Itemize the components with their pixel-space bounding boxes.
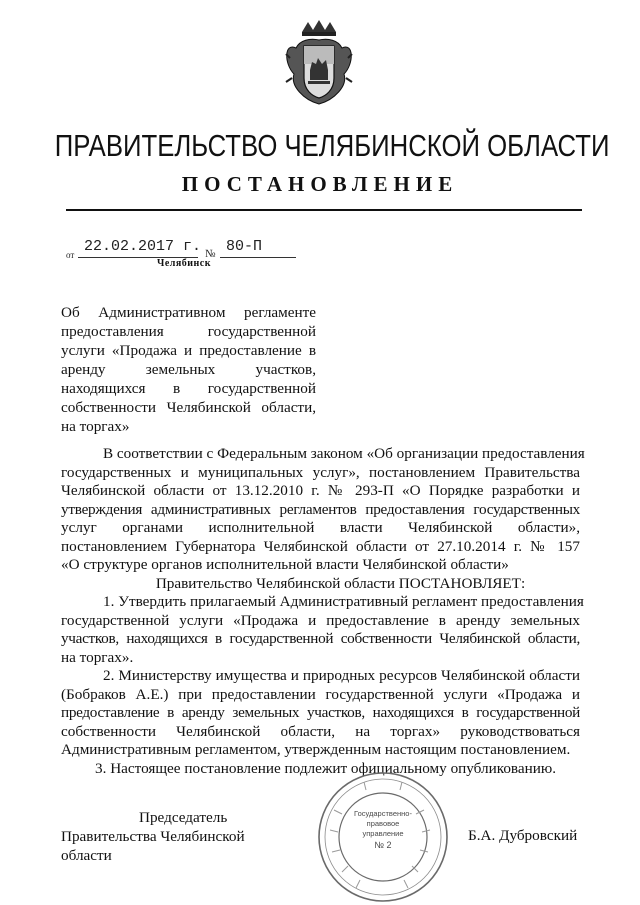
- number-prefix: №: [205, 248, 216, 260]
- document-date: 22.02.2017 г.: [84, 238, 202, 255]
- document-body: [61, 445, 585, 778]
- date-prefix: от: [66, 250, 75, 260]
- signatory-name: Б.А. Дубровский: [468, 827, 578, 844]
- body-line: 1. Утвердить прилагаемый Административный регламент предоставления: [103, 593, 584, 610]
- body-line: Правительство Челябинской области ПОСТАНОВЛЯЕТ:: [155, 574, 526, 592]
- signatory-title-line1: Председатель: [139, 809, 228, 826]
- official-seal-stamp: [316, 770, 450, 904]
- subject-line: предоставления государственной: [61, 323, 316, 340]
- body-line: 2. Министерству имущества и природных ресурсов Челябинской области: [103, 667, 580, 684]
- subject-line: Об Административном регламенте: [61, 304, 316, 321]
- body-line: В соответствии с Федеральным законом «Об организации предоставления: [103, 445, 585, 462]
- signatory-title-line2: Правительства Челябинской области: [61, 828, 245, 864]
- body-line: Челябинской области от 13.12.2010 г. № 293-П «О Порядке разработки и: [61, 482, 580, 499]
- stamp-center-line: № 2: [374, 840, 392, 850]
- subject-line: на торгах»: [61, 418, 130, 435]
- subject-line: услуги «Продажа и предоставление в: [61, 342, 316, 359]
- body-line: Административным регламентом, утвержденным настоящим постановлением.: [61, 741, 571, 758]
- signatory-title: [61, 808, 281, 865]
- city-label: Челябинск: [156, 258, 212, 269]
- subject-line: аренду земельных участков,: [61, 361, 316, 378]
- body-line: 3. Настоящее постановление подлежит официальному опубликованию.: [95, 759, 557, 777]
- document-number: 80-П: [226, 238, 263, 255]
- body-line: на торгах».: [61, 648, 134, 666]
- body-line: предоставление в аренду земельных участков, находящихся в государственной: [61, 704, 580, 721]
- government-title: ПРАВИТЕЛЬСТВО ЧЕЛЯБИНСКОЙ ОБЛАСТИ: [54, 128, 610, 163]
- stamp-center-line: Государственно-: [354, 809, 412, 818]
- stamp-center-line: управление: [362, 829, 404, 838]
- coat-of-arms-icon: [282, 18, 356, 110]
- body-line: «О структуре органов исполнительной власти Челябинской области»: [61, 556, 509, 573]
- subject-line: собственности Челябинской области,: [61, 399, 316, 416]
- body-line: государственных и муниципальных услуг», постановлением Правительства: [61, 463, 580, 481]
- body-line: услуг органами исполнительной власти Челябинской области»,: [61, 519, 580, 536]
- body-line: (Бобраков А.Е.) при предоставлении государственной услуги «Продажа и: [61, 685, 580, 703]
- body-line: государственной услуги «Продажа и предоставление в аренду земельных: [61, 611, 580, 629]
- body-line: собственности Челябинской области, на торгах» руководствоваться: [61, 722, 580, 740]
- document-type-title: ПОСТАНОВЛЕНИЕ: [181, 172, 459, 196]
- subject-line: находящихся в государственной: [61, 380, 316, 397]
- body-line: утверждения административных регламентов предоставления государственных: [61, 500, 580, 518]
- header-divider: [66, 209, 582, 211]
- body-line: участков, находящихся в государственной собственности Челябинской области,: [61, 630, 580, 647]
- stamp-center-line: правовое: [366, 819, 400, 828]
- document-subject: [61, 303, 316, 436]
- body-line: постановлением Губернатора Челябинской области от 27.10.2014 г. № 157: [61, 537, 580, 555]
